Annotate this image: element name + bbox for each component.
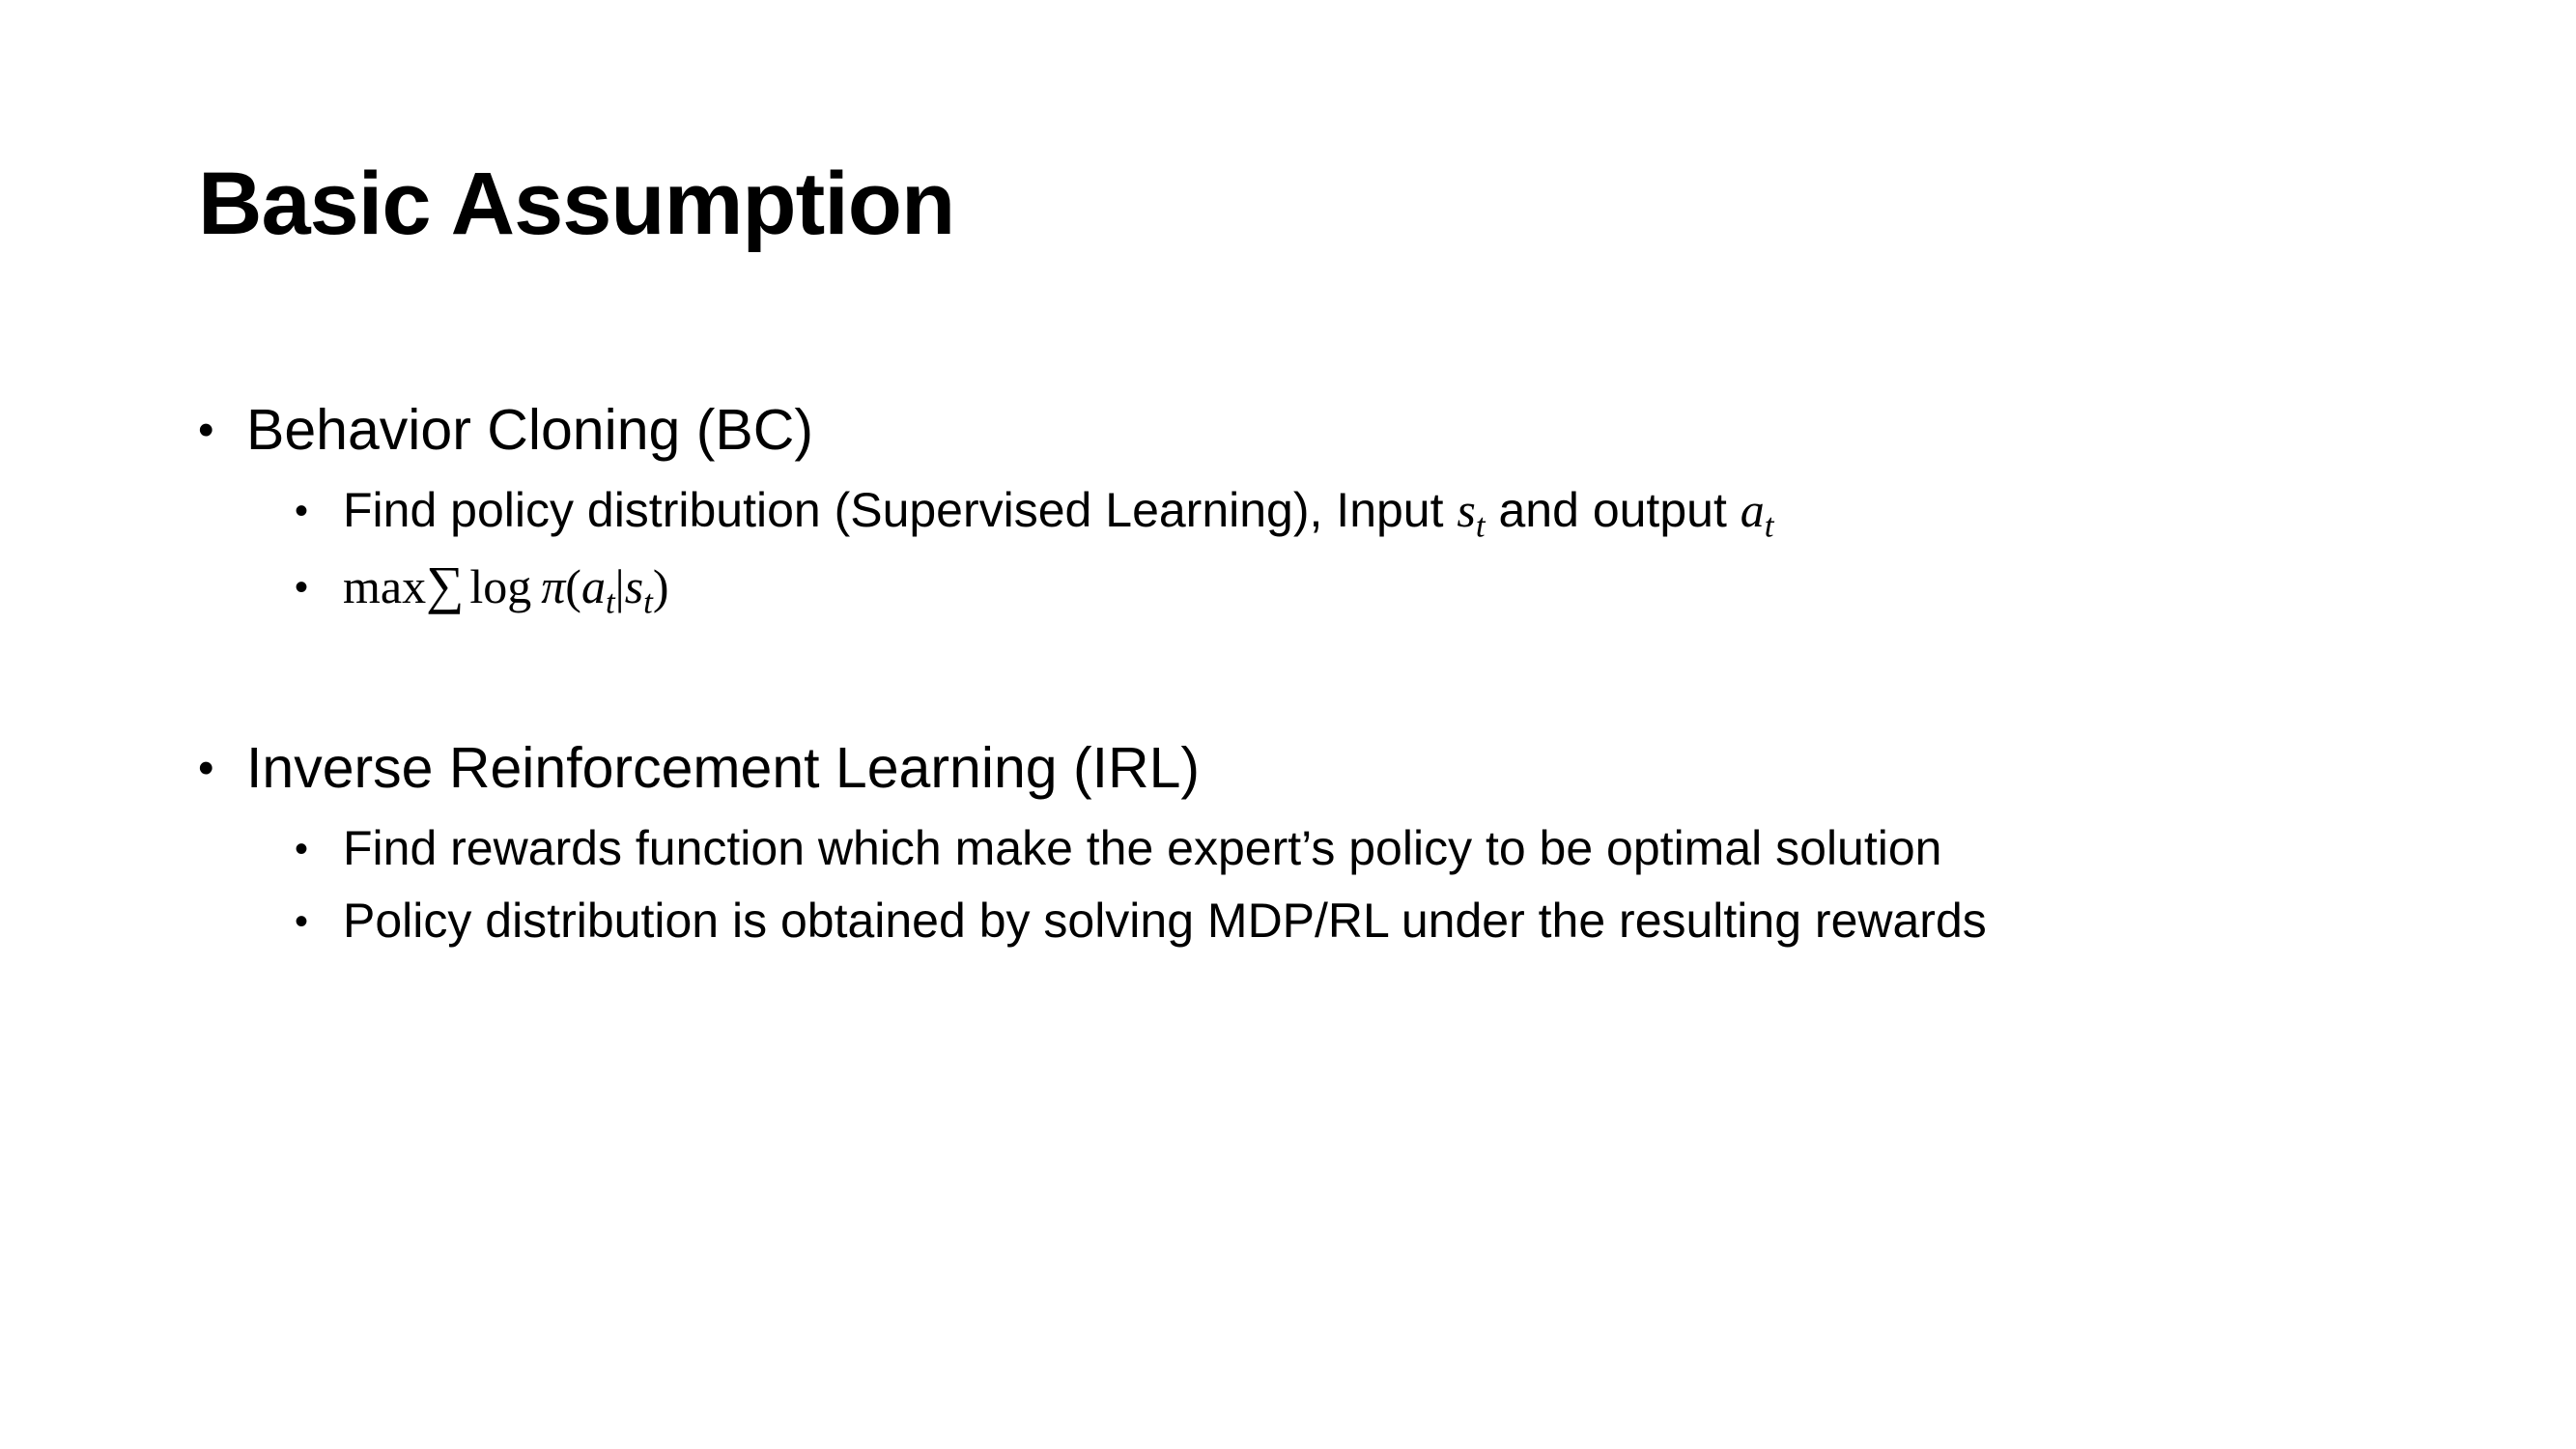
subbullet-irl-policy [295, 894, 1987, 948]
bullet-glyph: • [295, 565, 309, 609]
math-a: a [1740, 483, 1765, 537]
math-sum: ∑ [426, 555, 465, 614]
math-close-paren: ) [652, 559, 669, 613]
bc-policy-text-before: Find policy distribution (Supervised Learning), Input [343, 483, 1458, 537]
math-bar: | [614, 559, 625, 613]
bullet-behavior-cloning [198, 398, 813, 462]
math-a-sub: t [605, 582, 615, 621]
irl-rewards-text: Find rewards function which make the expert’s policy to be optimal solution [343, 821, 1942, 875]
slide-title: Basic Assumption [198, 155, 955, 253]
bc-policy-text-middle: and output [1485, 483, 1741, 537]
subbullet-irl-rewards [295, 821, 1942, 875]
bullet-glyph: • [295, 899, 309, 943]
subbullet-bc-objective [295, 555, 669, 621]
math-a-sub: t [1764, 506, 1774, 545]
math-s: s [1457, 483, 1476, 537]
math-pi: π [541, 559, 566, 613]
subbullet-bc-policy [295, 483, 1774, 545]
bullet-glyph: • [198, 743, 214, 795]
bullet-glyph: • [295, 827, 309, 870]
bc-objective-formula [343, 555, 669, 621]
math-max: max [343, 559, 427, 613]
bullet-glyph: • [198, 405, 214, 457]
math-open-paren: ( [565, 559, 581, 613]
math-log: log [469, 559, 532, 613]
math-a: a [580, 559, 606, 613]
math-var-a-t [1740, 483, 1774, 545]
math-s: s [624, 559, 644, 613]
irl-policy-text: Policy distribution is obtained by solving MDP/RL under the resulting rewards [343, 894, 1987, 948]
bullet-glyph: • [295, 489, 309, 532]
math-s-sub: t [643, 582, 653, 621]
math-s-sub: t [1475, 506, 1486, 545]
math-var-s-t [1457, 483, 1486, 545]
bullet-irl [198, 736, 1201, 800]
section-heading-irl: Inverse Reinforcement Learning (IRL) [246, 736, 1201, 800]
section-heading-bc: Behavior Cloning (BC) [246, 398, 813, 462]
